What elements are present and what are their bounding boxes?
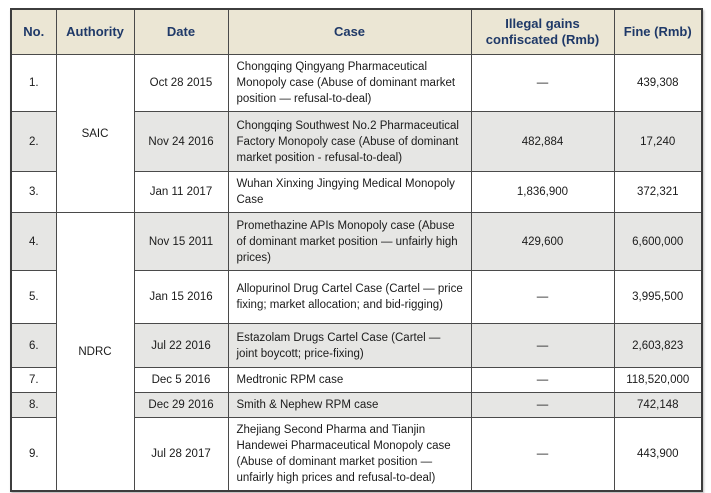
case-cell: Smith & Nephew RPM case [228, 393, 471, 418]
illegal-gains-cell: — [471, 368, 614, 393]
date-cell: Nov 24 2016 [134, 112, 228, 172]
column-header-no: No. [11, 9, 56, 55]
authority-cell: NDRC [56, 213, 134, 492]
column-header-date: Date [134, 9, 228, 55]
illegal-gains-cell: 482,884 [471, 112, 614, 172]
date-cell: Jul 28 2017 [134, 418, 228, 492]
date-cell: Dec 5 2016 [134, 368, 228, 393]
date-cell: Jan 15 2016 [134, 271, 228, 324]
case-cell: Medtronic RPM case [228, 368, 471, 393]
table-body [11, 55, 702, 492]
fine-cell: 118,520,000 [614, 368, 702, 393]
date-cell: Oct 28 2015 [134, 55, 228, 112]
table-container [10, 8, 703, 492]
illegal-gains-cell: — [471, 271, 614, 324]
fine-cell: 17,240 [614, 112, 702, 172]
illegal-gains-cell: — [471, 324, 614, 368]
fine-cell: 439,308 [614, 55, 702, 112]
enforcement-cases-table [10, 8, 703, 492]
column-header-fine: Fine (Rmb) [614, 9, 702, 55]
case-cell: Promethazine APIs Monopoly case (Abuse of dominant market position — unfairly high prices) [228, 213, 471, 271]
no-cell: 1. [11, 55, 56, 112]
no-cell: 7. [11, 368, 56, 393]
date-cell: Jul 22 2016 [134, 324, 228, 368]
illegal-gains-cell: 1,836,900 [471, 172, 614, 213]
case-cell: Wuhan Xinxing Jingying Medical Monopoly Case [228, 172, 471, 213]
no-cell: 9. [11, 418, 56, 492]
no-cell: 4. [11, 213, 56, 271]
illegal-gains-cell: — [471, 55, 614, 112]
date-cell: Nov 15 2011 [134, 213, 228, 271]
fine-cell: 372,321 [614, 172, 702, 213]
date-cell: Dec 29 2016 [134, 393, 228, 418]
no-cell: 6. [11, 324, 56, 368]
illegal-gains-cell: — [471, 418, 614, 492]
no-cell: 8. [11, 393, 56, 418]
fine-cell: 3,995,500 [614, 271, 702, 324]
case-cell: Estazolam Drugs Cartel Case (Cartel — joint boycott; price-fixing) [228, 324, 471, 368]
table-row [11, 55, 702, 112]
no-cell: 2. [11, 112, 56, 172]
authority-cell: SAIC [56, 55, 134, 213]
case-cell: Zhejiang Second Pharma and Tianjin Handewei Pharmaceutical Monopoly case (Abuse of dominant market position — unfairly high prices and refusal-to-deal) [228, 418, 471, 492]
column-header-illegal-gains: Illegal gains confiscated (Rmb) [471, 9, 614, 55]
fine-cell: 6,600,000 [614, 213, 702, 271]
fine-cell: 443,900 [614, 418, 702, 492]
case-cell: Chongqing Qingyang Pharmaceutical Monopoly case (Abuse of dominant market position — refusal-to-deal) [228, 55, 471, 112]
no-cell: 5. [11, 271, 56, 324]
column-header-case: Case [228, 9, 471, 55]
column-header-authority: Authority [56, 9, 134, 55]
illegal-gains-cell: — [471, 393, 614, 418]
fine-cell: 2,603,823 [614, 324, 702, 368]
illegal-gains-cell: 429,600 [471, 213, 614, 271]
table-header [11, 9, 702, 55]
case-cell: Allopurinol Drug Cartel Case (Cartel — price fixing; market allocation; and bid-rigging) [228, 271, 471, 324]
case-cell: Chongqing Southwest No.2 Pharmaceutical Factory Monopoly case (Abuse of dominant market position - refusal-to-deal) [228, 112, 471, 172]
date-cell: Jan 11 2017 [134, 172, 228, 213]
no-cell: 3. [11, 172, 56, 213]
header-row [11, 9, 702, 55]
fine-cell: 742,148 [614, 393, 702, 418]
table-row [11, 213, 702, 271]
